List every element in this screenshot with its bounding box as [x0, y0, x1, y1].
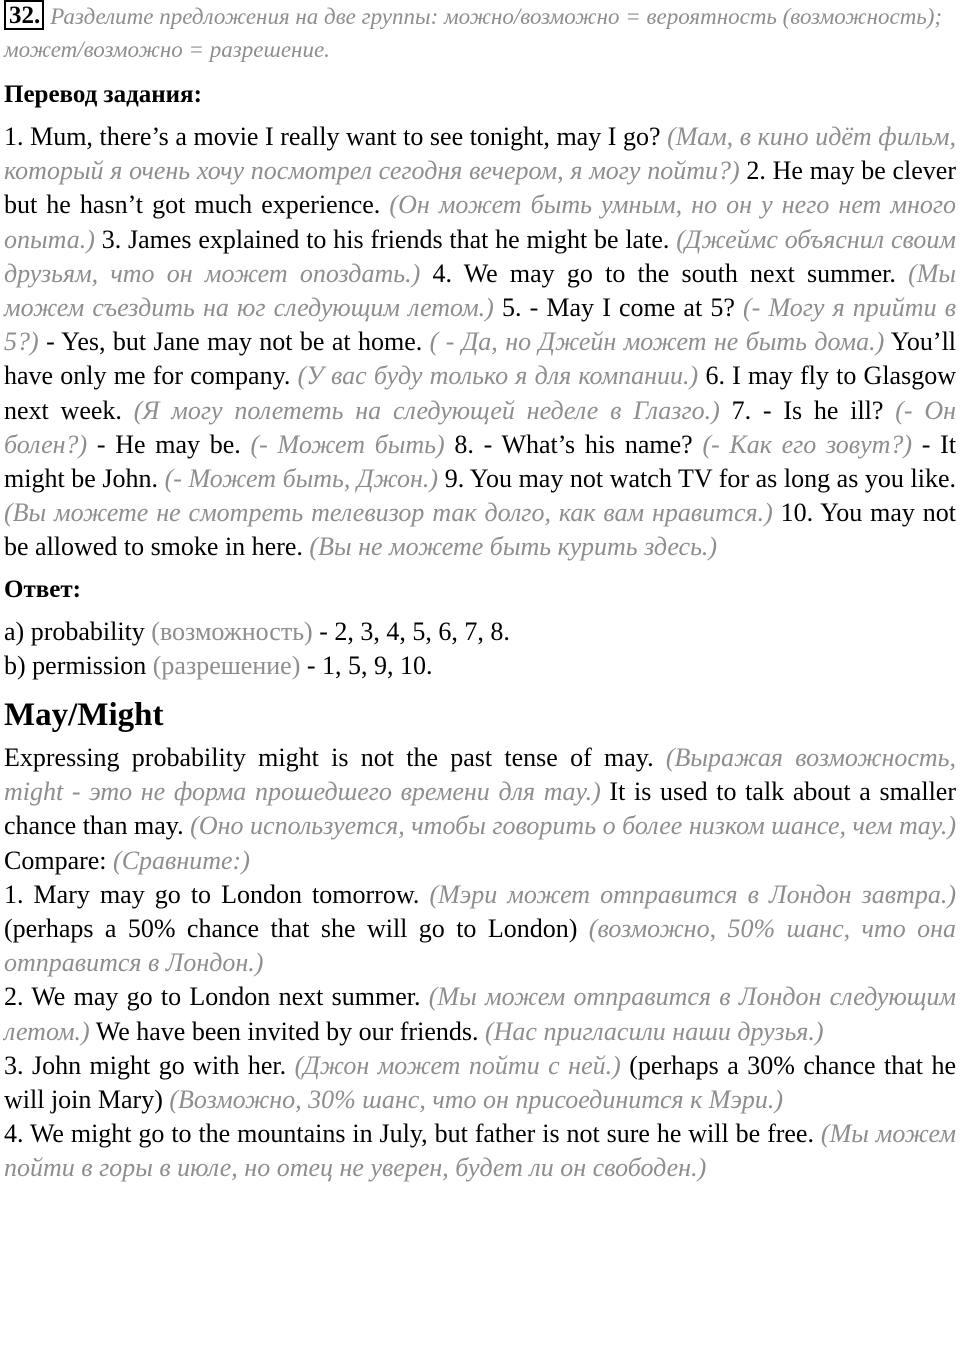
english-sentence: It is used to talk about a smaller chance than may. — [4, 777, 956, 841]
russian-translation: (- Могу я прийти в 5?) — [4, 293, 956, 357]
english-sentence: - He may be. — [96, 429, 241, 459]
english-sentence: 9. You may not watch TV for as long as you like. — [444, 464, 957, 494]
russian-translation: (- Может быть, Джон.) — [164, 464, 439, 494]
english-sentence: Compare: — [4, 845, 107, 875]
russian-translation: (Вы не можете быть курить здесь.) — [309, 532, 718, 562]
russian-translation: (Мы можем пойти в горы в июле, но отец не уверен, будет ли он свободен.) — [4, 1119, 957, 1183]
english-sentence: 7. - Is he ill? — [731, 395, 884, 425]
examples-list — [4, 878, 956, 1186]
russian-translation: (Я могу полететь на следующей неделе в Глазго.) — [133, 395, 720, 425]
task-instruction: Разделите предложения на две группы: можно/возможно = вероятность (возможность); может/возможно = разрешение. — [4, 4, 943, 62]
russian-translation: (Выражая возможность, might - это не форма прошедшего времени для may.) — [4, 743, 957, 807]
english-sentence: - It might be John. — [4, 429, 957, 494]
translation-paragraph — [4, 120, 956, 565]
english-sentence: 4. We might go to the mountains in July, but father is not sure he will be free. — [4, 1119, 814, 1149]
task-number: 32. — [4, 0, 44, 30]
russian-translation: (Джеймс объяснил своим друзьям, что он может опоздать.) — [4, 224, 957, 288]
english-sentence: Expressing probability might is not the past tense of may. — [4, 743, 654, 773]
english-sentence: (perhaps a 50% chance that she will go to London) — [4, 914, 578, 944]
english-sentence: 8. - What’s his name? — [454, 429, 693, 459]
russian-translation: (Сравните:) — [113, 845, 250, 875]
intro-paragraph — [4, 741, 956, 878]
russian-translation: (- Он болен?) — [4, 395, 957, 459]
answer-a-ru: (возможность) — [151, 616, 313, 646]
task-instruction-block — [4, 0, 956, 66]
answer-heading: Ответ: — [4, 575, 81, 603]
answer-b-label: b) permission — [4, 650, 147, 680]
russian-translation: (Оно используется, чтобы говорить о более низком шансе, чем may.) — [190, 811, 957, 841]
answer-b-values: - 1, 5, 9, 10. — [306, 650, 433, 680]
example-item — [4, 980, 956, 1048]
english-sentence: We have been invited by our friends. — [95, 1016, 479, 1046]
russian-translation: (Нас пригласили наши друзья.) — [484, 1016, 824, 1046]
english-sentence: - Yes, but Jane may not be at home. — [46, 327, 423, 357]
answer-a-values: - 2, 3, 4, 5, 6, 7, 8. — [319, 616, 510, 646]
russian-translation: (Джон может пойти с ней.) — [294, 1050, 621, 1080]
english-sentence: 2. He may be clever but he hasn’t got much experience. — [4, 156, 957, 220]
translation-heading: Перевод задания: — [4, 81, 202, 108]
example-item — [4, 1117, 956, 1185]
russian-translation: ( - Да, но Джейн может не быть дома.) — [429, 327, 885, 357]
english-sentence: 3. John might go with her. — [4, 1050, 287, 1080]
answer-a-label: a) probability — [4, 616, 145, 646]
english-sentence: 10. You may not be allowed to smoke in here. — [4, 498, 957, 562]
section-title: May/Might — [4, 697, 164, 734]
answer-b — [4, 649, 956, 683]
answer-b-ru: (разрешение) — [152, 650, 301, 680]
russian-translation: (Мы можем съездить на юг следующим летом.) — [4, 258, 957, 323]
english-sentence: 4. We may go to the south next summer. — [432, 258, 896, 288]
russian-translation: (Мам, в кино идёт фильм, который я очень хочу посмотрел сегодня вечером, я могу пойти?) — [4, 122, 957, 186]
answer-a — [4, 615, 956, 649]
example-item — [4, 878, 956, 981]
russian-translation: (- Может быть) — [250, 429, 445, 459]
english-sentence: 2. We may go to London next summer. — [4, 982, 421, 1012]
english-sentence: 1. Mum, there’s a movie I really want to see tonight, may I go? — [4, 122, 661, 151]
english-sentence: 6. I may fly to Glasgow next week. — [4, 361, 956, 425]
english-sentence: 1. Mary may go to London tomorrow. — [4, 879, 420, 909]
russian-translation: (Мэри может отправится в Лондон завтра.) — [429, 879, 956, 909]
english-sentence: (perhaps a 30% chance that he will join Mary) — [4, 1050, 956, 1115]
russian-translation: (Возможно, 30% шанс, что он присоединится к Мэри.) — [169, 1085, 784, 1115]
russian-translation: (У вас буду только я для компании.) — [297, 361, 699, 391]
example-item — [4, 1049, 956, 1117]
english-sentence: You’ll have only me for company. — [4, 327, 957, 391]
russian-translation: (возможно, 50% шанс, что она отправится в Лондон.) — [4, 914, 957, 978]
russian-translation: (Мы можем отправится в Лондон следующим летом.) — [4, 982, 957, 1046]
russian-translation: (Вы можете не смотреть телевизор так долго, как вам нравится.) — [4, 498, 773, 528]
russian-translation: (Он может быть умным, но он у него нет много опыта.) — [4, 190, 957, 254]
english-sentence: 5. - May I come at 5? — [501, 293, 735, 323]
russian-translation: (- Как его зовут?) — [702, 429, 913, 459]
english-sentence: 3. James explained to his friends that he might be late. — [101, 224, 670, 254]
